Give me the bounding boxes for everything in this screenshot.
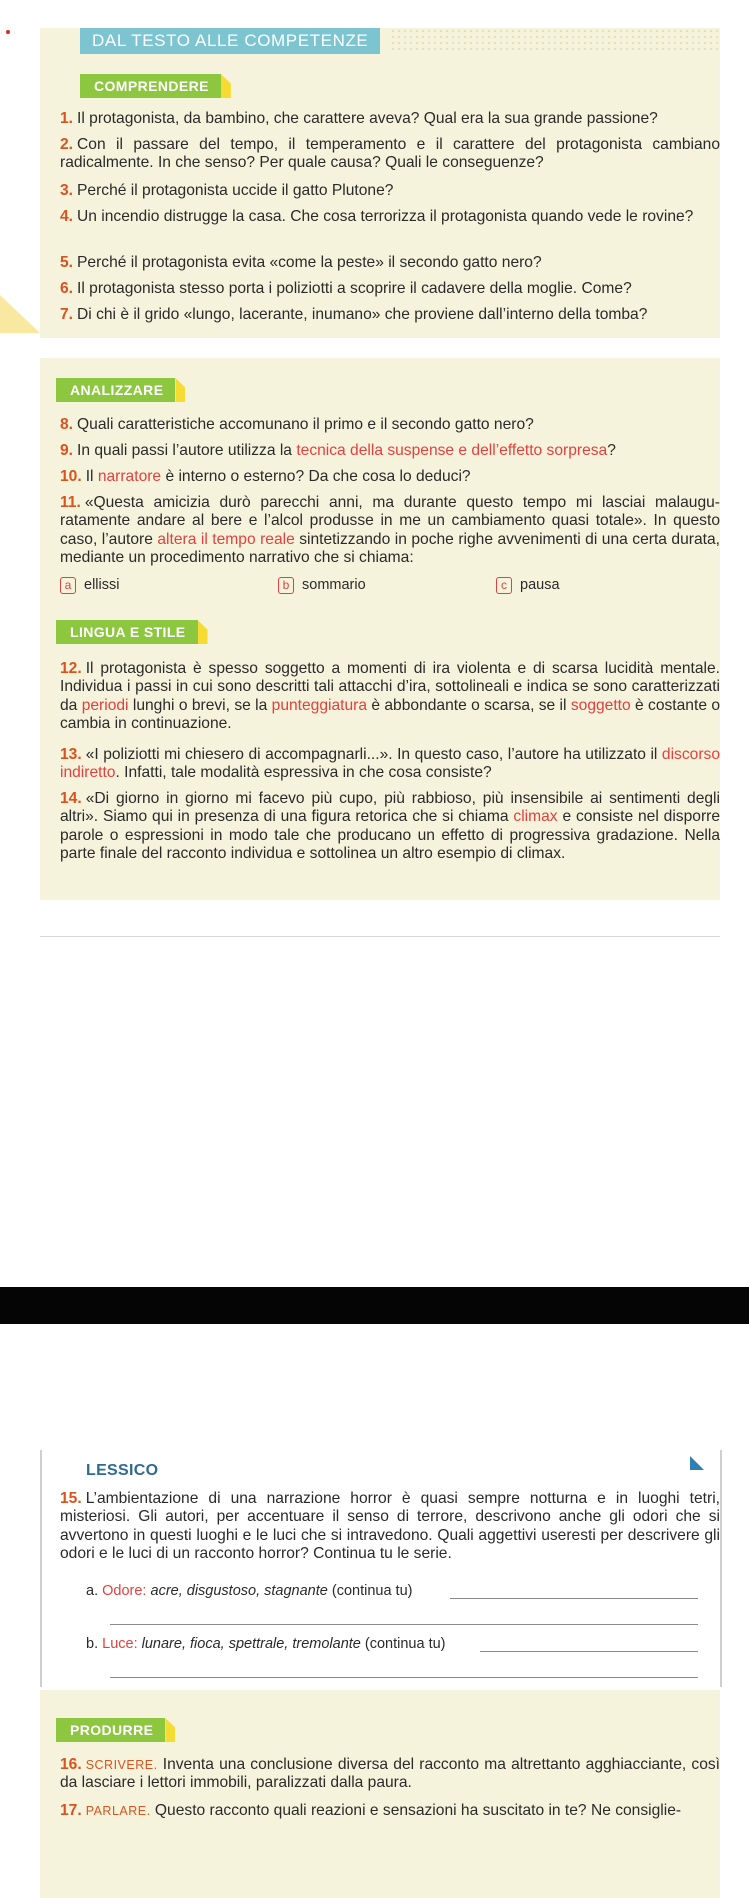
lessico-title: LESSICO — [86, 1462, 159, 1479]
lessico-arrow-icon — [690, 1456, 704, 1470]
comprendere-question-1 — [60, 110, 720, 128]
option-a[interactable]: a ellissi — [60, 577, 119, 594]
lessico-a: a. Odore: acre, disgustoso, stagnante (continua tu) — [86, 1583, 413, 1599]
question-text: Perché il protagonista evita «come la peste» il secondo gatto nero? — [77, 254, 542, 271]
comprendere-question-2 — [60, 136, 720, 173]
question-number: 4. — [60, 208, 74, 225]
comprendere-question-7 — [60, 306, 720, 324]
comprendere-question-6 — [60, 280, 720, 298]
lessico-b: b. Luce: lunare, fioca, spettrale, tremolante (continua tu) — [86, 1636, 446, 1652]
section-header-title: DAL TESTO ALLE COMPETENZE — [80, 28, 380, 54]
question-8: 8. Quali caratteristiche accomunano il primo e il secondo gatto nero? — [60, 416, 534, 433]
question-14: 14. «Di giorno in giorno mi facevo più cupo, più rabbioso, più insensibile ai sentimenti degli altri». Siamo qui in presenza di una figura retorica che si chiama climax e consiste nel disporre parole o espressioni in modo tale che producano un effetto di progressiva gradazione. Nella parte finale del racconto individua e sottolinea un altro esempio di climax. — [60, 790, 720, 863]
comprendere-question-3 — [60, 182, 720, 200]
question-text: Con il passare del tempo, il temperamento e il carattere del protagonista cambiano radicalmente. In che senso? Per quale causa? Quali le conseguenze? — [60, 136, 720, 172]
question-11: 11. «Questa amicizia durò parecchi anni, ma durante questo tempo mi lasciai malauguratamente andare al bere e l’alcol produsse in me un cambiamento quasi totale». In questo caso, l’autore altera il tempo reale sintetizzando in poche righe avvenimenti di una certa durata, mediante un procedimento narrativo che si chiama: — [60, 494, 720, 567]
question-text: Il protagonista stesso porta i poliziotti a scoprire il cadavere della moglie. Come? — [77, 280, 632, 297]
question-9: 9. In quali passi l’autore utilizza la tecnica della suspense e dell’effetto sorpresa? — [60, 442, 616, 459]
question-number: 6. — [60, 280, 74, 297]
comprendere-question-5 — [60, 254, 720, 272]
question-number: 2. — [60, 136, 74, 153]
question-12: 12. Il protagonista è spesso soggetto a momenti di ira violenta e di scarsa lucidità mentale. Individua i passi in cui sono descritti tali attacchi d’ira, sottolineali e indica se sono caratterizzati da periodi lunghi o brevi, se la punteggiatura è abbondante o scarsa, se il soggetto è costante o cambia in continuazione. — [60, 660, 721, 733]
question-text: Perché il protagonista uccide il gatto Plutone? — [77, 182, 394, 199]
question-number: 3. — [60, 182, 74, 199]
page-divider — [40, 936, 720, 937]
question-number: 1. — [60, 110, 74, 127]
question-number: 5. — [60, 254, 74, 271]
question-13: 13. «I poliziotti mi chiesero di accompagnarli...». In questo caso, l’autore ha utilizzato il discorso indiretto. Infatti, tale modalità espressiva in che cosa consiste? — [60, 746, 720, 782]
question-text: Di chi è il grido «lungo, lacerante, inumano» che proviene dall’interno della tomba? — [77, 306, 648, 323]
lessico-border-right — [720, 1450, 722, 1687]
yellow-corner-triangle — [0, 295, 40, 333]
lessico-a-line-1[interactable] — [450, 1598, 698, 1599]
option-c[interactable]: c pausa — [496, 577, 560, 594]
question-17: 17. PARLARE. Questo racconto quali reazioni e sensazioni ha suscitato in te? Ne consiglie- — [60, 1802, 682, 1819]
dotted-header-band — [390, 28, 720, 50]
tag-comprendere: COMPRENDERE — [80, 74, 221, 98]
question-text: Un incendio distrugge la casa. Che cosa terrorizza il protagonista quando vede le rovine? — [77, 208, 694, 225]
question-number: 7. — [60, 306, 74, 323]
question-10: 10. Il narratore è interno o esterno? Da che cosa lo deduci? — [60, 468, 471, 485]
option-b[interactable]: b sommario — [278, 577, 366, 594]
lessico-b-line-2[interactable] — [110, 1677, 698, 1678]
lessico-a-line-2[interactable] — [110, 1624, 698, 1625]
question-text: Il protagonista, da bambino, che carattere aveva? Qual era la sua grande passione? — [77, 110, 658, 127]
black-band — [0, 1287, 749, 1324]
comprendere-question-4 — [60, 208, 720, 226]
question-15: 15. L’ambientazione di una narrazione horror è quasi sempre notturna e in luoghi tetri, misteriosi. Gli autori, per accentuare il senso di terrore, descrivono anche gli odori che si avvertono in questi luoghi e le luci che si intravedono. Quali aggettivi useresti per descrivere gli odori e le luci di un racconto horror? Continua tu le serie. — [60, 1490, 720, 1563]
question-16: 16. SCRIVERE. Inventa una conclusione diversa del racconto ma altrettanto agghiacciante, così da lasciare i lettori immobili, paralizzati dalla paura. — [60, 1756, 720, 1792]
tag-analizzare: ANALIZZARE — [56, 378, 175, 402]
red-dot — [6, 30, 10, 34]
tag-produrre: PRODURRE — [56, 1718, 165, 1742]
lessico-border-left — [40, 1450, 42, 1687]
tag-lingua-e-stile: LINGUA E STILE — [56, 620, 198, 644]
lessico-b-line-1[interactable] — [480, 1651, 698, 1652]
